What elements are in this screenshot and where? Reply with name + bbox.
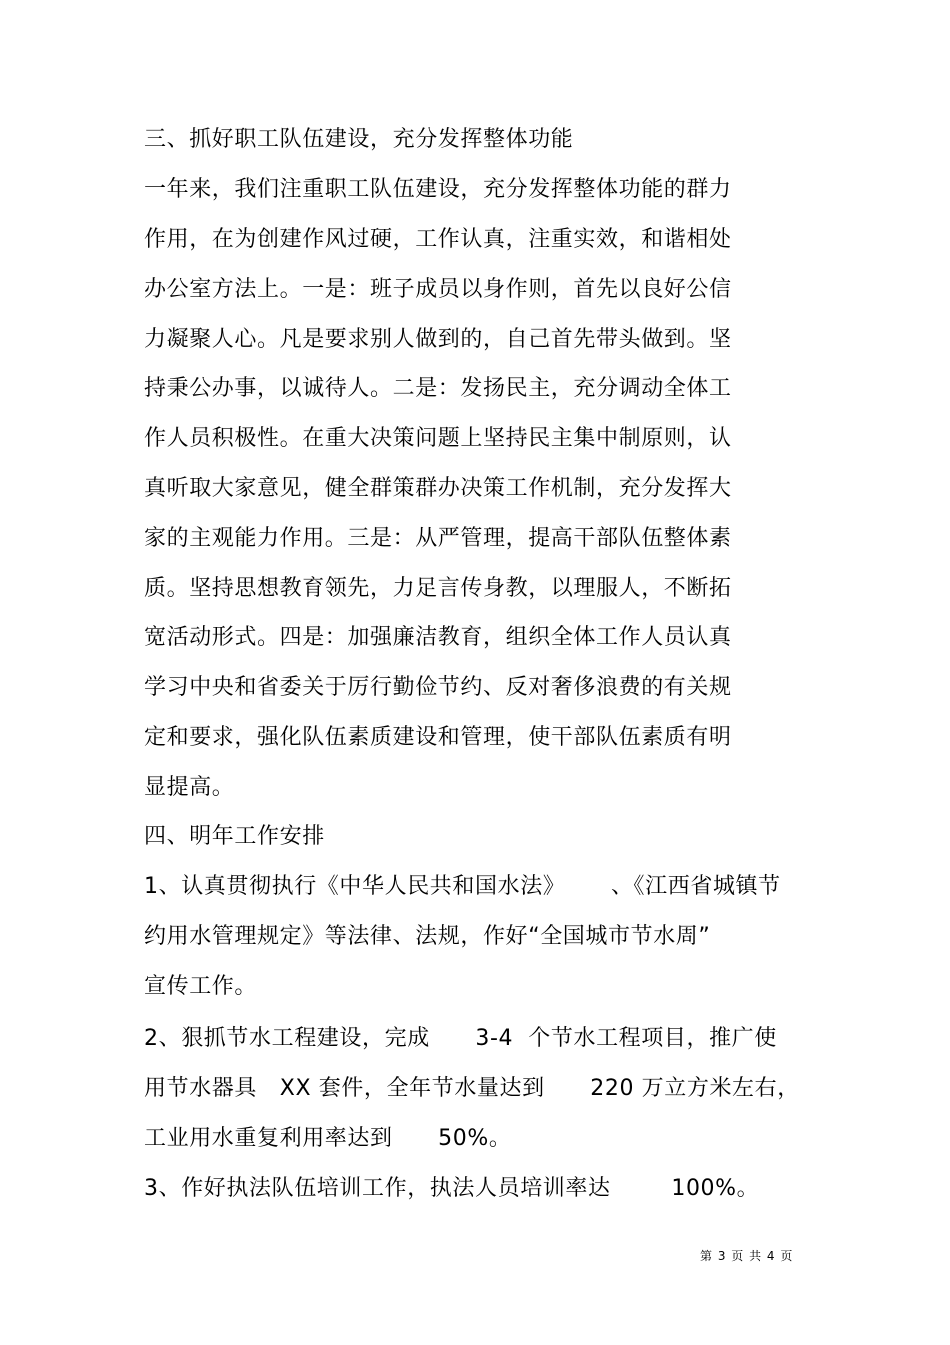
paragraph-line: 质。坚持思想教育领先，力足言传身教，以理服人，不断拓 xyxy=(144,576,732,601)
paragraph-line: 宽活动形式。四是：加强廉洁教育，组织全体工作人员认真 xyxy=(144,625,732,650)
heading-section-three: 三、抓好职工队伍建设，充分发挥整体功能 xyxy=(144,127,574,152)
list-item-line: 用节水器具 XX 套件，全年节水量达到 220 万立方米左右， xyxy=(144,1076,800,1101)
list-item-line: 宣传工作。 xyxy=(144,974,258,999)
list-item-line: 1、认真贯彻执行《中华人民共和国水法》 、《江西省城镇节 xyxy=(144,874,781,899)
list-item-line: 3、作好执法队伍培训工作，执法人员培训率达 100%。 xyxy=(144,1176,760,1201)
paragraph-line: 家的主观能力作用。三是：从严管理，提高干部队伍整体素 xyxy=(144,526,732,551)
paragraph-line: 学习中央和省委关于厉行勤俭节约、反对奢侈浪费的有关规 xyxy=(144,675,732,700)
paragraph-line: 作用，在为创建作风过硬，工作认真，注重实效，和谐相处 xyxy=(144,227,732,252)
paragraph-line: 定和要求，强化队伍素质建设和管理，使干部队伍素质有明 xyxy=(144,725,732,750)
heading-section-four: 四、明年工作安排 xyxy=(144,824,325,849)
paragraph-line: 显提高。 xyxy=(144,775,235,800)
paragraph-line: 持秉公办事，以诚待人。二是：发扬民主，充分调动全体工 xyxy=(144,376,732,401)
paragraph-line: 真听取大家意见，健全群策群办决策工作机制，充分发挥大 xyxy=(144,476,732,501)
paragraph-line: 力凝聚人心。凡是要求别人做到的，自己首先带头做到。坚 xyxy=(144,327,732,352)
page-number-footer: 第 3 页 共 4 页 xyxy=(700,1249,794,1263)
list-item-line: 工业用水重复利用率达到 50%。 xyxy=(144,1126,512,1151)
list-item-line: 2、狠抓节水工程建设，完成 3-4 个节水工程项目，推广使 xyxy=(144,1026,777,1051)
paragraph-line: 办公室方法上。一是：班子成员以身作则，首先以良好公信 xyxy=(144,277,732,302)
paragraph-line: 作人员积极性。在重大决策问题上坚持民主集中制原则，认 xyxy=(144,426,732,451)
paragraph-line: 一年来，我们注重职工队伍建设，充分发挥整体功能的群力 xyxy=(144,177,732,202)
list-item-line: 约用水管理规定》等法律、法规，作好“全国城市节水周” xyxy=(144,924,711,949)
